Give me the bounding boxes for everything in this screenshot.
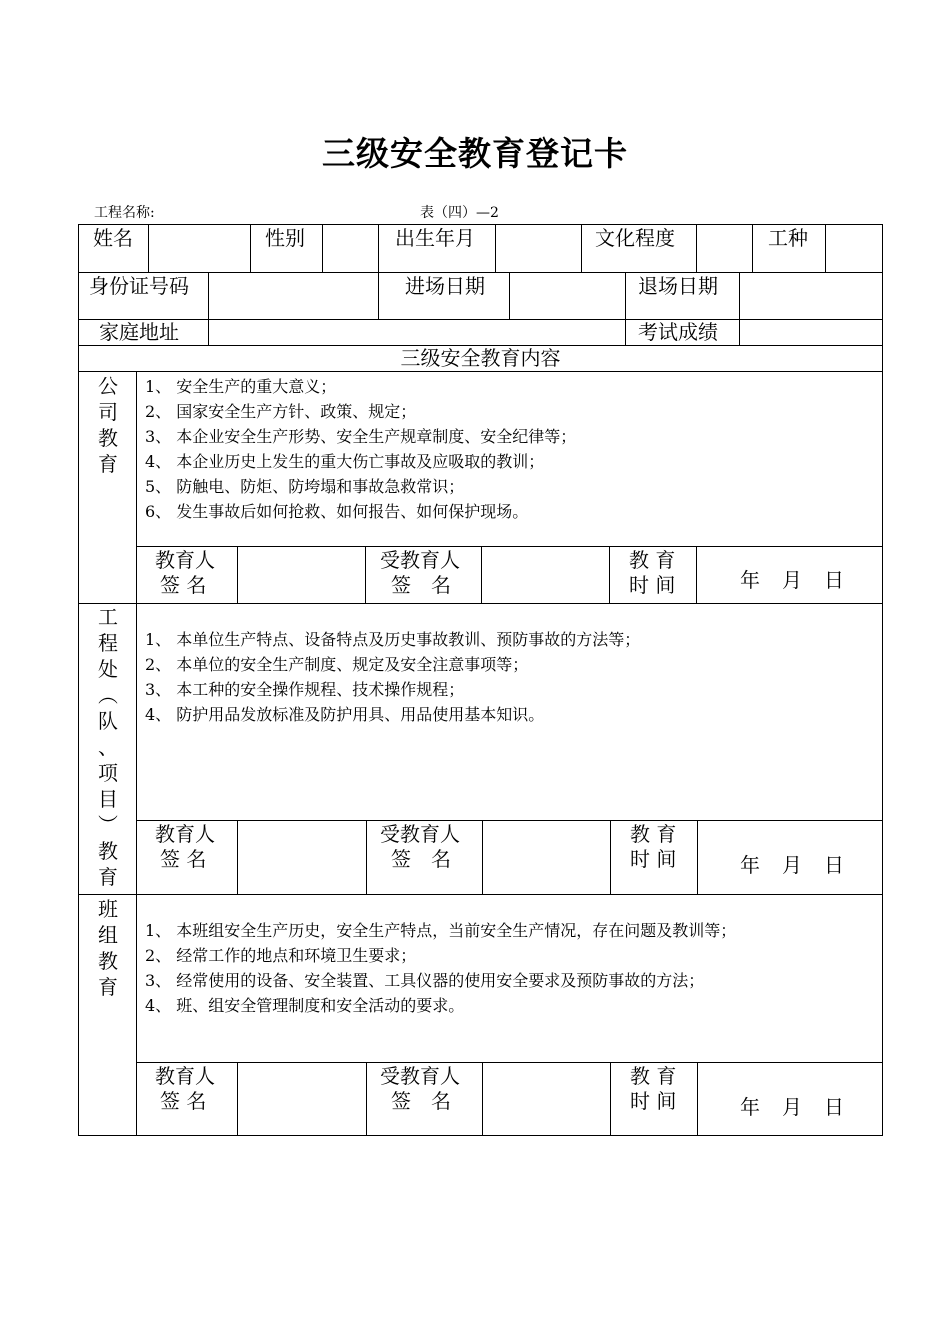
list-item: 1、 本班组安全生产历史，安全生产特点，当前安全生产情况，存在问题及教训等； (145, 921, 737, 940)
education-level-label: 文化程度 (595, 226, 675, 250)
list-item: 2、 国家安全生产方针、政策、规定； (145, 402, 417, 421)
list-item: 1、 安全生产的重大意义； (145, 377, 337, 396)
educatee-sign-label: 签 名 (391, 573, 451, 597)
address-label: 家庭地址 (99, 320, 179, 344)
list-item: 3、 本工种的安全操作规程、技术操作规程； (145, 680, 465, 699)
edu-time-label-2: 时 间 (630, 847, 677, 871)
list-item: 4、 本企业历史上发生的重大伤亡事故及应吸取的教训； (145, 452, 545, 471)
form-number: 表（四）—2 (420, 205, 499, 221)
section-label-company: 公 司 教 育 (98, 374, 118, 476)
list-item: 2、 本单位的安全生产制度、规定及安全注意事项等； (145, 655, 529, 674)
edu-time-label: 教 育 (630, 822, 677, 846)
id-number-label: 身份证号码 (89, 274, 189, 298)
edu-time-label: 教 育 (630, 1064, 677, 1088)
gender-label: 性别 (265, 226, 305, 250)
educator-label: 教育人 (155, 548, 215, 572)
edu-time-label: 教 育 (629, 548, 676, 572)
section-label-project: 工 程 处 ︵ 队 、 项 目 ︶ 教 育 (98, 605, 118, 889)
educator-sign-label: 签 名 (160, 573, 207, 597)
section-label-team: 班 组 教 育 (98, 897, 118, 999)
educator-label: 教育人 (155, 1064, 215, 1088)
exit-date-label: 退场日期 (638, 274, 718, 298)
list-item: 3、 本企业安全生产形势、安全生产规章制度、安全纪律等； (145, 427, 577, 446)
list-item: 2、 经常工作的地点和环境卫生要求； (145, 946, 417, 965)
educatee-sign-label: 签 名 (391, 1089, 451, 1113)
edu-time-label-2: 时 间 (629, 573, 676, 597)
content-heading: 三级安全教育内容 (400, 346, 561, 370)
educatee-label: 受教育人 (380, 1064, 460, 1088)
birth-date-label: 出生年月 (395, 226, 475, 250)
entry-date-label: 进场日期 (405, 274, 485, 298)
educator-sign-label: 签 名 (160, 1089, 207, 1113)
list-item: 4、 防护用品发放标准及防护用具、用品使用基本知识。 (145, 705, 545, 724)
edu-time-label-2: 时 间 (630, 1089, 677, 1113)
list-item: 1、 本单位生产特点、设备特点及历史事故教训、预防事故的方法等； (145, 630, 641, 649)
educatee-label: 受教育人 (380, 548, 460, 572)
educatee-sign-label: 签 名 (391, 847, 451, 871)
exam-score-label: 考试成绩 (638, 320, 718, 344)
list-item: 5、 防触电、防炬、防垮塌和事故急救常识； (145, 477, 465, 496)
date-field: 年 月 日 (740, 853, 844, 877)
educator-sign-label: 签 名 (160, 847, 207, 871)
list-item: 6、 发生事故后如何抢救、如何报告、如何保护现场。 (145, 502, 529, 521)
list-item: 4、 班、组安全管理制度和安全活动的要求。 (145, 996, 465, 1015)
list-item: 3、 经常使用的设备、安全装置、工具仪器的使用安全要求及预防事故的方法； (145, 971, 705, 990)
date-field: 年 月 日 (740, 1095, 844, 1119)
educatee-label: 受教育人 (380, 822, 460, 846)
name-label: 姓名 (93, 226, 133, 250)
educator-label: 教育人 (155, 822, 215, 846)
job-type-label: 工种 (768, 226, 808, 250)
page-title: 三级安全教育登记卡 (322, 134, 628, 173)
project-name-label: 工程名称: (94, 205, 155, 221)
date-field: 年 月 日 (740, 568, 844, 592)
